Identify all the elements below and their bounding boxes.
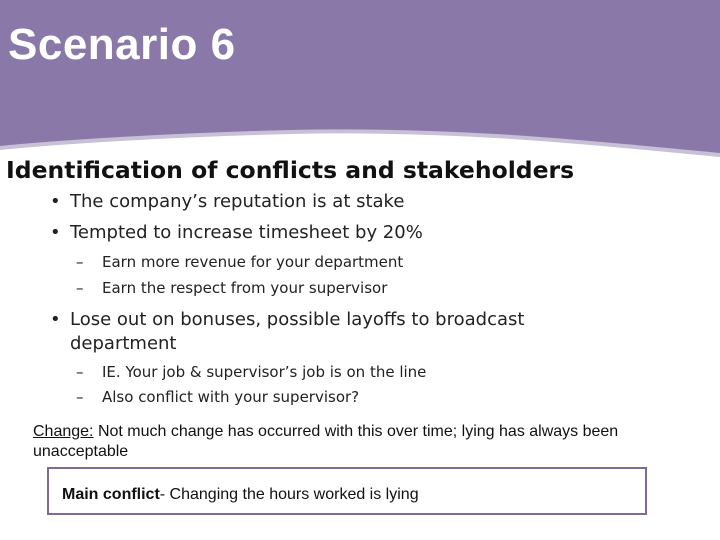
dash-icon: – [76, 363, 84, 381]
main-conflict-box [47, 467, 647, 515]
sub-bullet-text: Earn the respect from your supervisor [102, 279, 388, 297]
bullet-text: Tempted to increase timesheet by 20% [70, 222, 423, 243]
bullet-text: Lose out on bonuses, possible layoffs to broadcast department [70, 309, 525, 354]
sub-bullet-item [76, 362, 427, 382]
main-conflict-label: Main conflict [62, 486, 160, 503]
sub-bullet-text: IE. Your job & supervisor’s job is on the line [102, 363, 427, 381]
sub-bullet-item [76, 278, 388, 298]
slide-subtitle: Identification of conflicts and stakeholders [6, 156, 575, 184]
sub-bullet-text: Also conflict with your supervisor? [102, 388, 360, 406]
bullet-text: The company’s reputation is at stake [70, 191, 405, 212]
main-conflict-text: - Changing the hours worked is lying [159, 486, 419, 503]
dash-icon: – [76, 253, 84, 271]
bullet-item [50, 190, 405, 214]
dash-icon: – [76, 279, 84, 297]
bullet-item [50, 308, 570, 356]
bullet-dot-icon: • [50, 222, 61, 243]
sub-bullet-item [76, 387, 360, 407]
change-text: Not much change has occurred with this over time; lying has always been unacceptable [33, 423, 619, 460]
sub-bullet-text: Earn more revenue for your department [102, 253, 404, 271]
bullet-dot-icon: • [50, 191, 61, 212]
change-note [33, 422, 705, 462]
slide-title: Scenario 6 [8, 20, 236, 69]
bullet-item [50, 221, 423, 245]
bullet-dot-icon: • [50, 309, 61, 330]
dash-icon: – [76, 388, 84, 406]
change-label: Change: [33, 423, 94, 440]
sub-bullet-item [76, 252, 404, 272]
